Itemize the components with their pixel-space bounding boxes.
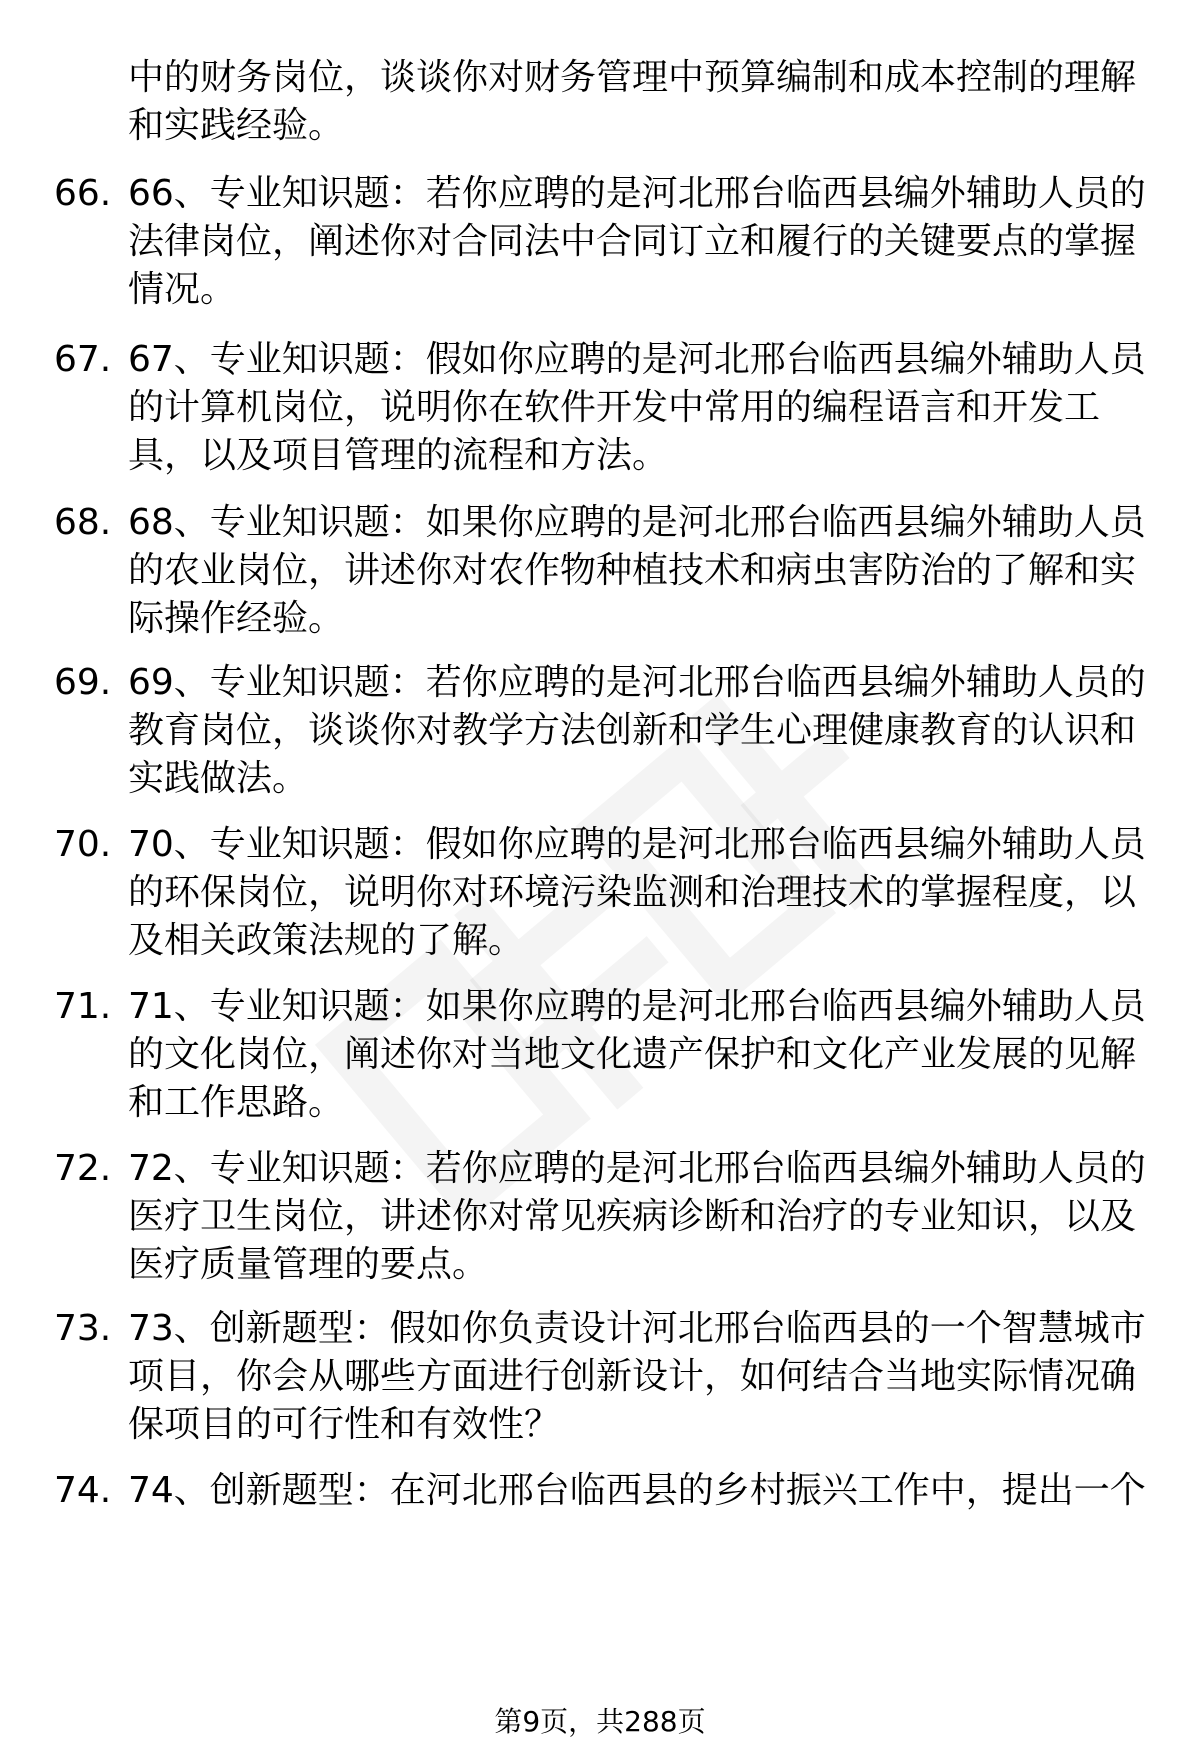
question-line: 66、专业知识题：若你应聘的是河北邢台临西县编外辅助人员的 <box>128 173 1146 214</box>
question-line: 69、专业知识题：若你应聘的是河北邢台临西县编外辅助人员的 <box>128 662 1146 703</box>
question-line: 情况。 <box>128 269 237 310</box>
question-line: 的农业岗位，讲述你对农作物种植技术和病虫害防治的了解和实 <box>128 550 1137 591</box>
question-line: 教育岗位，谈谈你对教学方法创新和学生心理健康教育的认识和 <box>128 710 1137 751</box>
question-line: 实践做法。 <box>128 758 309 799</box>
question-line: 73、创新题型：假如你负责设计河北邢台临西县的一个智慧城市 <box>128 1308 1146 1349</box>
question-line: 法律岗位，阐述你对合同法中合同订立和履行的关键要点的掌握 <box>128 221 1137 262</box>
question-number: 66. <box>54 173 112 214</box>
page-footer: 第9页，共288页 <box>494 1705 706 1738</box>
question-line: 项目，你会从哪些方面进行创新设计，如何结合当地实际情况确 <box>128 1356 1137 1397</box>
question-line: 67、专业知识题：假如你应聘的是河北邢台临西县编外辅助人员 <box>128 339 1146 380</box>
question-line: 具，以及项目管理的流程和方法。 <box>128 435 669 476</box>
question-number: 69. <box>54 662 112 703</box>
question-line: 医疗卫生岗位，讲述你对常见疾病诊断和治疗的专业知识，以及 <box>128 1196 1137 1237</box>
question-line: 74、创新题型：在河北邢台临西县的乡村振兴工作中，提出一个 <box>128 1470 1146 1511</box>
question-line: 68、专业知识题：如果你应聘的是河北邢台临西县编外辅助人员 <box>128 502 1146 543</box>
question-number: 73. <box>54 1308 112 1349</box>
continuation-line: 和实践经验。 <box>128 105 345 146</box>
question-line: 72、专业知识题：若你应聘的是河北邢台临西县编外辅助人员的 <box>128 1148 1146 1189</box>
question-line: 的计算机岗位，说明你在软件开发中常用的编程语言和开发工 <box>128 387 1101 428</box>
question-line: 及相关政策法规的了解。 <box>128 920 525 961</box>
question-number: 67. <box>54 339 112 380</box>
question-line: 保项目的可行性和有效性？ <box>128 1404 561 1445</box>
question-line: 71、专业知识题：如果你应聘的是河北邢台临西县编外辅助人员 <box>128 986 1146 1027</box>
question-line: 和工作思路。 <box>128 1082 345 1123</box>
question-line: 70、专业知识题：假如你应聘的是河北邢台临西县编外辅助人员 <box>128 824 1146 865</box>
question-number: 70. <box>54 824 112 865</box>
question-line: 的文化岗位，阐述你对当地文化遗产保护和文化产业发展的见解 <box>128 1034 1137 1075</box>
continuation-line: 中的财务岗位，谈谈你对财务管理中预算编制和成本控制的理解 <box>128 57 1137 98</box>
question-number: 74. <box>54 1470 112 1511</box>
question-number: 68. <box>54 502 112 543</box>
question-line: 的环保岗位，说明你对环境污染监测和治理技术的掌握程度，以 <box>128 872 1137 913</box>
question-line: 医疗质量管理的要点。 <box>128 1244 489 1285</box>
question-line: 际操作经验。 <box>128 598 345 639</box>
question-number: 72. <box>54 1148 112 1189</box>
question-number: 71. <box>54 986 112 1027</box>
